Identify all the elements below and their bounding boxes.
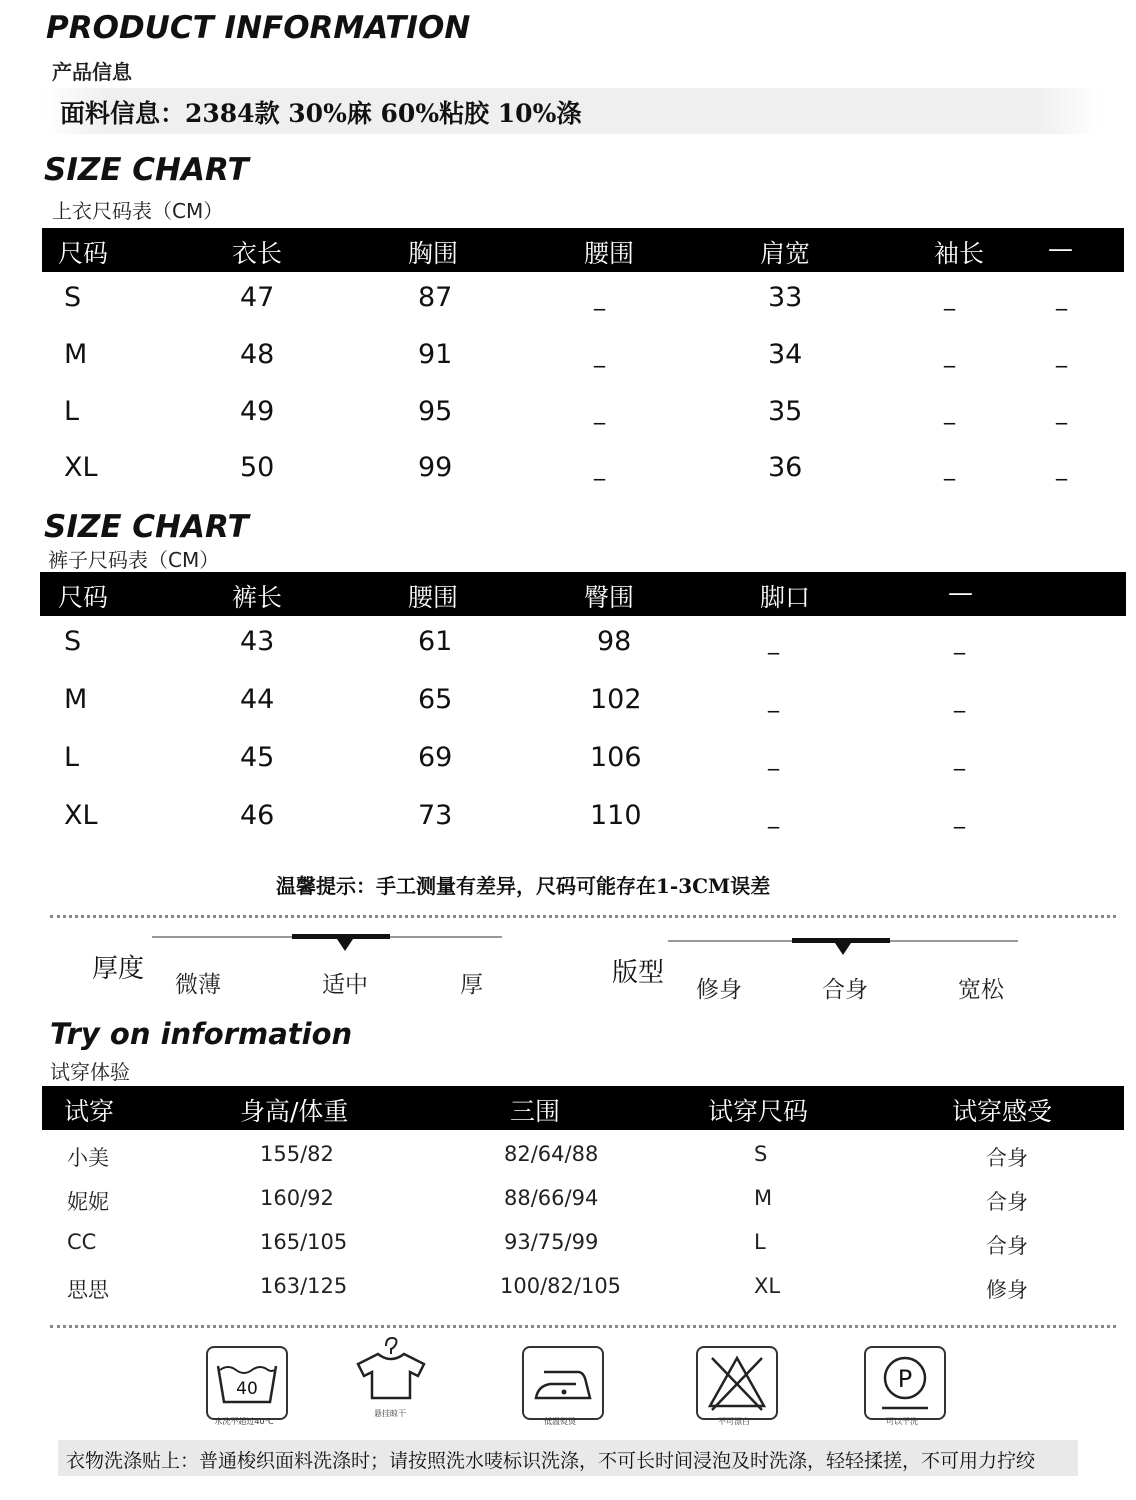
dry-clean-letter: P — [897, 1365, 913, 1393]
top-header-cell: 衣长 — [232, 239, 283, 268]
dry-clean-p-icon — [864, 1346, 946, 1420]
care-caption: 可以干洗 — [886, 1417, 918, 1426]
tryon-cell: S — [754, 1142, 768, 1166]
fit-option: 修身 — [696, 977, 742, 1003]
tryon-cell: 合身 — [986, 1234, 1028, 1258]
tryon-cell: L — [754, 1230, 766, 1254]
tryon-row — [0, 1230, 1136, 1260]
tryon-header-cell: 试穿尺码 — [708, 1097, 809, 1126]
top-header-cell: — — [1048, 234, 1073, 263]
top-cell: _ — [594, 343, 605, 368]
fit-option: 宽松 — [958, 977, 1004, 1003]
top-chart-row — [0, 452, 1136, 492]
product-title-en: PRODUCT INFORMATION — [46, 10, 471, 46]
pants-chart-row — [0, 684, 1136, 724]
top-header-cell: 尺码 — [58, 239, 109, 268]
tryon-cell: 160/92 — [260, 1186, 334, 1210]
wash-temp-number: 40 — [236, 1379, 258, 1399]
top-chart-row — [0, 339, 1136, 379]
pants-cell: 110 — [590, 800, 642, 831]
pants-cell: _ — [954, 804, 965, 829]
tryon-title-cn: 试穿体验 — [50, 1060, 130, 1084]
top-cell: 33 — [768, 282, 803, 313]
pants-cell: 102 — [590, 684, 642, 715]
top-cell: 48 — [240, 339, 275, 370]
pants-cell: M — [64, 684, 88, 715]
wash-40-icon — [206, 1346, 288, 1420]
care-caption: 水洗不超过40℃ — [214, 1417, 274, 1426]
measurement-note: 温馨提示：手工测量有差异，尺码可能存在1-3CM误差 — [276, 874, 771, 898]
tryon-cell: 修身 — [986, 1278, 1028, 1302]
pants-cell: XL — [64, 800, 98, 831]
iron-low-icon — [522, 1346, 604, 1420]
tryon-cell: 93/75/99 — [504, 1230, 599, 1254]
top-chart-row — [0, 396, 1136, 436]
top-cell: 34 — [768, 339, 803, 370]
top-header-cell: 腰围 — [584, 239, 635, 268]
pants-cell: S — [64, 626, 82, 657]
pants-cell: 44 — [240, 684, 275, 715]
top-cell: 47 — [240, 282, 275, 313]
pants-header-cell: 腰围 — [408, 583, 459, 612]
top-cell: XL — [64, 452, 98, 483]
hang-dry-icon — [354, 1336, 428, 1402]
pants-header-cell: 脚口 — [760, 583, 811, 612]
pants-chart-row — [0, 742, 1136, 782]
pants-cell: 98 — [597, 626, 632, 657]
top-chart-header — [42, 228, 1124, 272]
care-caption: 悬挂晾干 — [374, 1409, 406, 1418]
top-cell: _ — [594, 400, 605, 425]
top-cell: _ — [594, 456, 605, 481]
fit-option: 合身 — [822, 977, 868, 1003]
top-cell: 91 — [418, 339, 453, 370]
top-header-cell: 胸围 — [408, 239, 459, 268]
top-cell: _ — [1056, 400, 1067, 425]
pants-cell: _ — [768, 746, 779, 771]
pants-chart-row — [0, 626, 1136, 666]
top-cell: _ — [594, 286, 605, 311]
top-chart-row — [0, 282, 1136, 322]
no-bleach-icon — [696, 1346, 778, 1420]
top-cell: 87 — [418, 282, 453, 313]
tryon-cell: XL — [754, 1274, 781, 1298]
top-cell: 36 — [768, 452, 803, 483]
top-cell: M — [64, 339, 88, 370]
pants-chart-title-cn: 裤子尺码表（CM） — [48, 548, 220, 572]
top-cell: _ — [944, 343, 955, 368]
tryon-header-cell: 试穿 — [64, 1097, 115, 1126]
top-header-cell: 袖长 — [934, 239, 985, 268]
tryon-title-en: Try on information — [50, 1017, 353, 1051]
pants-header-cell: — — [948, 578, 973, 607]
pants-chart-title-en: SIZE CHART — [44, 509, 249, 545]
tryon-cell: 82/64/88 — [504, 1142, 599, 1166]
pants-cell: _ — [954, 746, 965, 771]
thickness-pointer-icon — [337, 939, 353, 951]
tryon-header — [42, 1086, 1124, 1130]
top-cell: _ — [944, 286, 955, 311]
pants-cell: _ — [768, 688, 779, 713]
fabric-info: 面料信息：2384款 30%麻 60%粘胶 10%涤 — [60, 99, 582, 128]
top-header-cell: 肩宽 — [760, 239, 811, 268]
pants-chart-header — [40, 572, 1126, 616]
top-cell: 35 — [768, 396, 803, 427]
pants-cell: 46 — [240, 800, 275, 831]
pants-cell: 61 — [418, 626, 453, 657]
tryon-cell: 155/82 — [260, 1142, 334, 1166]
pants-cell: _ — [768, 804, 779, 829]
thickness-option: 适中 — [322, 972, 368, 998]
pants-cell: 69 — [418, 742, 453, 773]
pants-cell: 45 — [240, 742, 275, 773]
pants-cell: 73 — [418, 800, 453, 831]
top-cell: _ — [1056, 286, 1067, 311]
care-caption: 不可漂白 — [718, 1417, 750, 1426]
fit-label: 版型 — [612, 958, 665, 988]
thickness-option: 厚 — [460, 972, 483, 998]
pants-cell: 65 — [418, 684, 453, 715]
top-cell: 95 — [418, 396, 453, 427]
tryon-cell: 100/82/105 — [500, 1274, 622, 1298]
thickness-label: 厚度 — [92, 954, 145, 984]
tryon-row — [0, 1186, 1136, 1216]
top-cell: L — [64, 396, 80, 427]
tryon-cell: 163/125 — [260, 1274, 348, 1298]
tryon-cell: 165/105 — [260, 1230, 348, 1254]
pants-cell: _ — [768, 630, 779, 655]
divider — [50, 915, 1116, 918]
top-cell: _ — [1056, 343, 1067, 368]
tryon-row — [0, 1142, 1136, 1172]
top-cell: _ — [944, 400, 955, 425]
pants-chart-row — [0, 800, 1136, 840]
top-cell: S — [64, 282, 82, 313]
pants-header-cell: 臀围 — [584, 583, 635, 612]
tryon-cell: 思思 — [67, 1278, 109, 1302]
pants-cell: _ — [954, 688, 965, 713]
pants-cell: 106 — [590, 742, 642, 773]
tryon-cell: M — [754, 1186, 773, 1210]
tryon-cell: 小美 — [67, 1146, 109, 1170]
pants-cell: L — [64, 742, 80, 773]
product-title-cn: 产品信息 — [52, 60, 132, 84]
tryon-row — [0, 1274, 1136, 1304]
top-cell: 50 — [240, 452, 275, 483]
pants-header-cell: 裤长 — [232, 583, 283, 612]
care-caption: 低温熨烫 — [544, 1417, 576, 1426]
fit-pointer-icon — [835, 943, 851, 955]
tryon-cell: CC — [67, 1230, 97, 1254]
tryon-header-cell: 三围 — [510, 1097, 561, 1126]
pants-header-cell: 尺码 — [58, 583, 109, 612]
top-chart-title-en: SIZE CHART — [44, 152, 249, 188]
pants-cell: 43 — [240, 626, 275, 657]
top-cell: _ — [1056, 456, 1067, 481]
top-cell: _ — [944, 456, 955, 481]
care-instructions: 衣物洗涤贴上：普通梭织面料洗涤时；请按照洗水唛标识洗涤，不可长时间浸泡及时洗涤，轻轻揉搓，不可用力拧绞 — [66, 1450, 1036, 1472]
top-cell: 49 — [240, 396, 275, 427]
tryon-header-cell: 身高/体重 — [240, 1097, 349, 1126]
thickness-option: 微薄 — [175, 972, 221, 998]
top-chart-title-cn: 上衣尺码表（CM） — [52, 199, 224, 223]
pants-cell: _ — [954, 630, 965, 655]
tryon-cell: 合身 — [986, 1190, 1028, 1214]
tryon-header-cell: 试穿感受 — [952, 1097, 1053, 1126]
tryon-cell: 88/66/94 — [504, 1186, 599, 1210]
divider — [50, 1325, 1116, 1328]
tryon-cell: 合身 — [986, 1146, 1028, 1170]
top-cell: 99 — [418, 452, 453, 483]
tryon-cell: 妮妮 — [67, 1190, 109, 1214]
